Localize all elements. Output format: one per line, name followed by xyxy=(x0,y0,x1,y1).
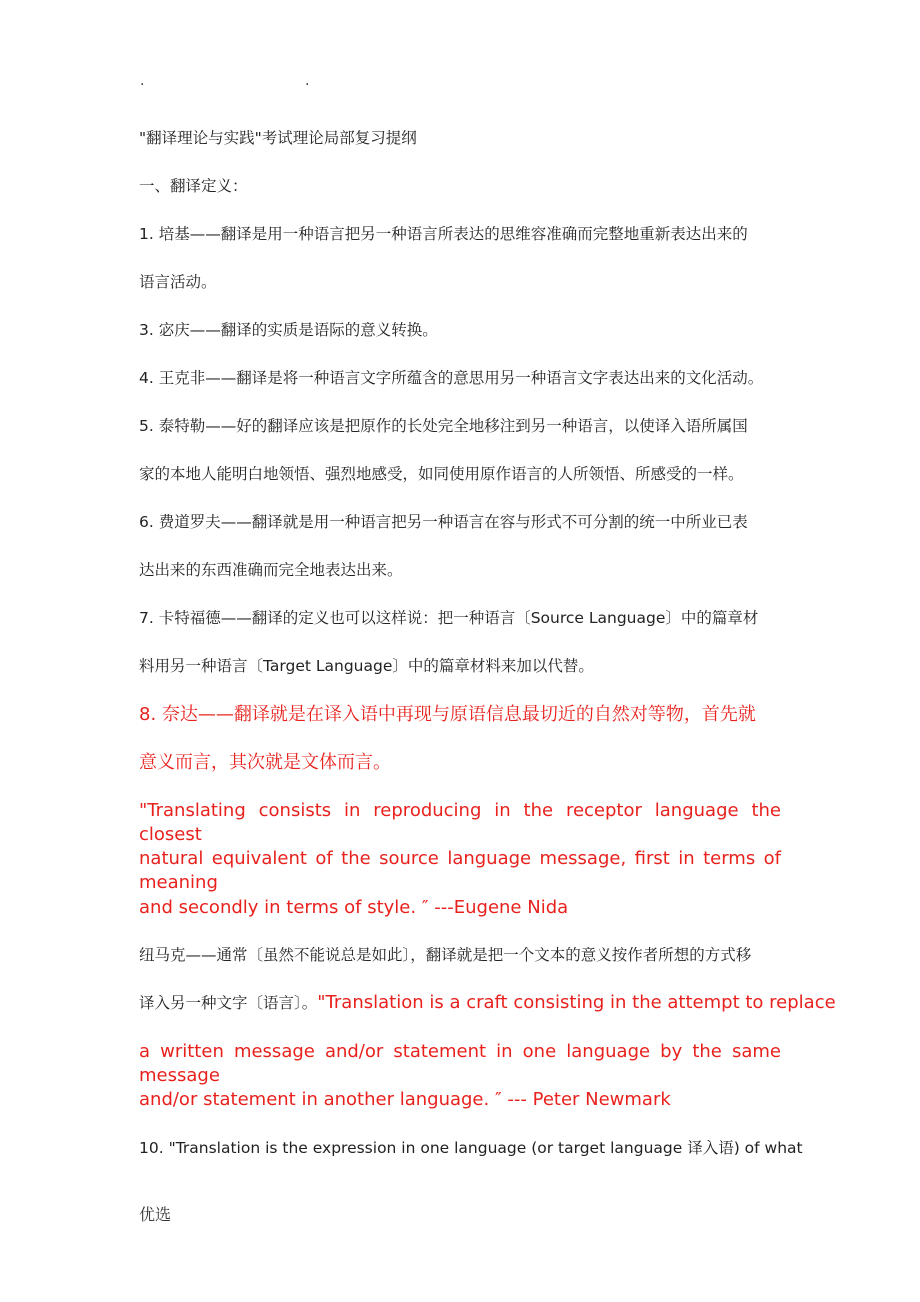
definition-line: 料用另一种语言〔Target Language〕中的篇章材料来加以代替。 xyxy=(139,657,594,675)
nida-quote-line2: natural equivalent of the source language message, first in terms of meaning xyxy=(139,848,781,893)
newmark-definition-cn-line2: 译入另一种文字〔语言〕。 xyxy=(139,994,318,1012)
definition-line: 5. 泰特勒——好的翻译应该是把原作的长处完全地移注到另一种语言，以使译入语所属国 xyxy=(139,417,748,435)
newmark-definition-cn-line1: 纽马克——通常〔虽然不能说总是如此〕，翻译就是把一个文本的意义按作者所想的方式移 xyxy=(139,946,752,964)
nida-definition-cn-line2: 意义而言，其次就是文体而言。 xyxy=(139,752,391,773)
definition-line: 4. 王克非——翻译是将一种语言文字所蕴含的意思用另一种语言文字表达出来的文化活动。 xyxy=(139,369,764,387)
definition-line: 达出来的东西准确而完全地表达出来。 xyxy=(139,561,403,579)
nida-quote-line3: and secondly in terms of style. ″ ---Eugene Nida xyxy=(139,897,569,918)
definition-line: 语言活动。 xyxy=(139,273,217,291)
newmark-definition-line2 xyxy=(139,993,836,1013)
section-heading: 一、翻译定义： xyxy=(139,177,248,195)
item-10-line: 10. "Translation is the expression in one language (or target language 译入语) of what xyxy=(139,1139,803,1157)
newmark-quote-line2: a written message and/or statement in one language by the same message xyxy=(139,1041,781,1086)
newmark-quote-inline: "Translation is a craft consisting in the attempt to replace xyxy=(317,992,836,1013)
newmark-quote-line3: and/or statement in another language. ″ --- Peter Newmark xyxy=(139,1089,671,1110)
nida-definition-cn-line1: 8. 奈达——翻译就是在译入语中再现与原语信息最切近的自然对等物，首先就 xyxy=(139,704,756,725)
header-dot-left: . xyxy=(140,73,145,89)
definition-line: 7. 卡特福德——翻译的定义也可以这样说：把一种语言〔Source Language〕中的篇章材 xyxy=(139,609,759,627)
definition-line: 家的本地人能明白地领悟、强烈地感受，如同使用原作语言的人所领悟、所感受的一样。 xyxy=(139,465,744,483)
page-footer: 优选 xyxy=(139,1205,172,1224)
definition-line: 1. 培基——翻译是用一种语言把另一种语言所表达的思维容准确而完整地重新表达出来的 xyxy=(139,225,748,243)
document-title: "翻译理论与实践"考试理论局部复习提纲 xyxy=(139,129,417,147)
header-dot-right: . xyxy=(305,73,310,89)
nida-quote-line1: "Translating consists in reproducing in the receptor language the closest xyxy=(139,800,781,845)
definition-line: 6. 费道罗夫——翻译就是用一种语言把另一种语言在容与形式不可分割的统一中所业已表 xyxy=(139,513,748,531)
definition-line: 3. 宓庆——翻译的实质是语际的意义转换。 xyxy=(139,321,438,339)
